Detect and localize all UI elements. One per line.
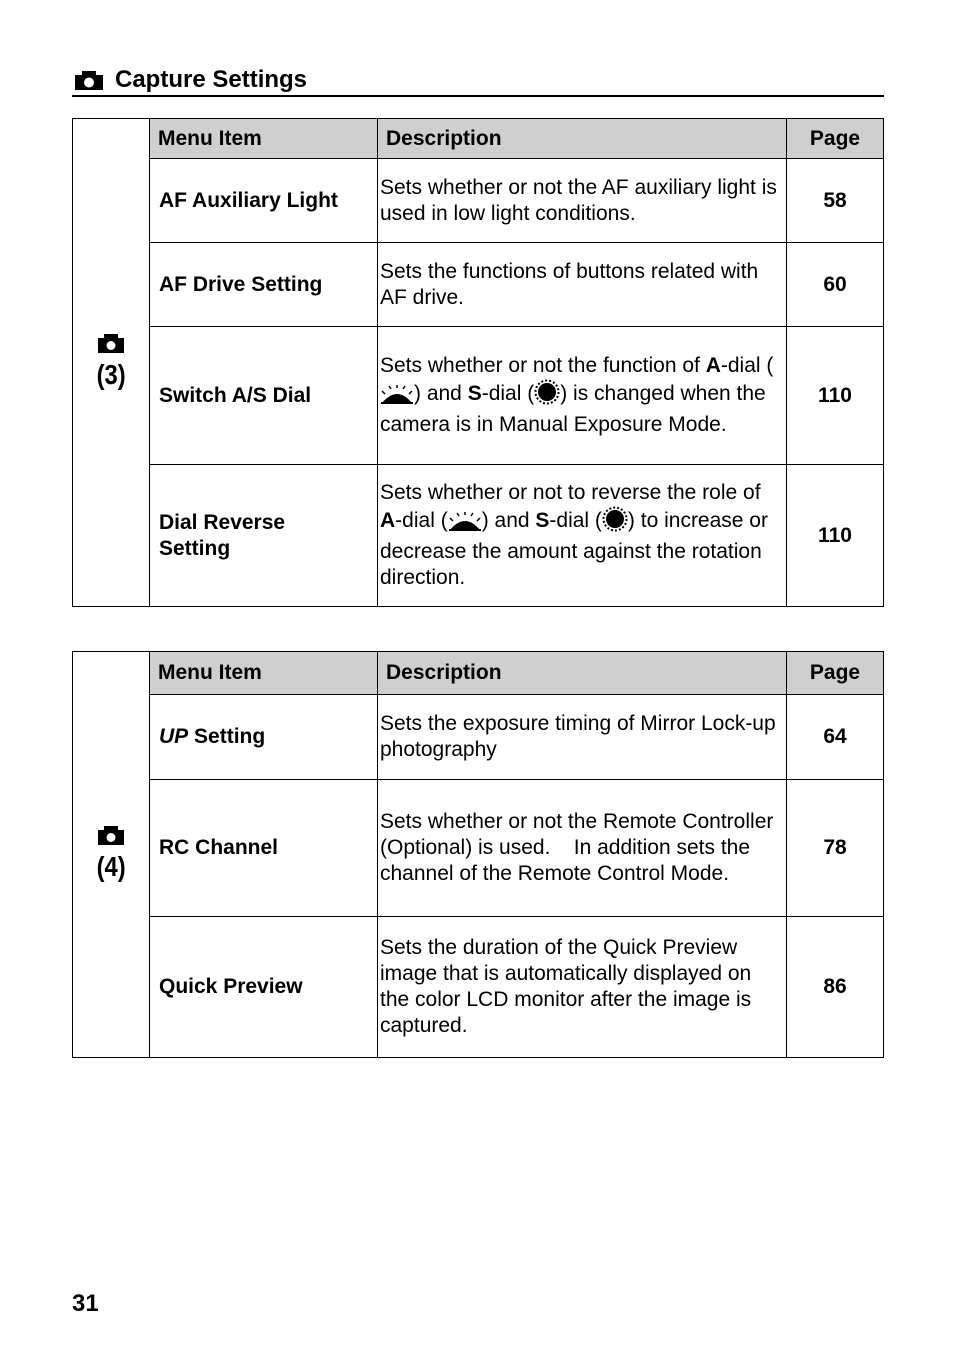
group-cell-3 [73, 119, 150, 607]
page-reference: 86 [787, 917, 884, 1058]
table-row [73, 695, 884, 780]
menu-item-description: Sets the functions of buttons related with AF drive. [378, 243, 787, 327]
page-reference: 110 [787, 465, 884, 607]
table-row [73, 780, 884, 917]
camera-icon [74, 71, 104, 96]
menu-item-description: Sets whether or not the AF auxiliary light is used in low light conditions. [378, 159, 787, 243]
group-label: (3) [96, 359, 126, 390]
menu-item-description: Sets the duration of the Quick Preview image that is automatically displayed on the color LCD monitor after the image is captured. [378, 917, 787, 1058]
page-reference: 58 [787, 159, 884, 243]
menu-item-name: RC Channel [150, 780, 378, 917]
menu-item-name: AF Auxiliary Light [150, 159, 378, 243]
page-reference: 64 [787, 695, 884, 780]
menu-item-description: Sets the exposure timing of Mirror Lock-up photography [378, 695, 787, 780]
page-reference: 78 [787, 780, 884, 917]
table-row [73, 917, 884, 1058]
menu-item-name: Switch A/S Dial [150, 327, 378, 465]
table-row [73, 327, 884, 465]
menu-item-description: Sets whether or not the function of A-dial () and S-dial ( ) is changed when the camera is in Manual Exposure Mode. [378, 327, 787, 465]
menu-item-name: Dial Reverse Setting [150, 465, 378, 607]
capture-settings-table-4 [72, 651, 884, 1058]
menu-item-name: UP Setting [150, 695, 378, 780]
a-dial-icon [448, 512, 482, 539]
menu-item-description: Sets whether or not the Remote Controller (Optional) is used. In addition sets the channel of the Remote Control Mode. [378, 780, 787, 917]
page-number: 31 [72, 1290, 99, 1317]
header-menu-item: Menu Item [150, 652, 378, 695]
section-header [72, 64, 884, 97]
table-row [73, 243, 884, 327]
page-reference: 110 [787, 327, 884, 465]
camera-icon [97, 334, 125, 354]
header-description: Description [378, 652, 787, 695]
menu-item-name: AF Drive Setting [150, 243, 378, 327]
group-cell-4 [73, 652, 150, 1058]
a-dial-icon [380, 385, 414, 412]
section-title: Capture Settings [115, 66, 308, 93]
page-reference: 60 [787, 243, 884, 327]
camera-icon [97, 826, 125, 846]
header-description: Description [378, 119, 787, 159]
header-page: Page [787, 119, 884, 159]
table-row [73, 159, 884, 243]
menu-item-description: Sets whether or not to reverse the role of A-dial ( ) and S-dial ( ) to increase or decrease the amount against the rotation direction. [378, 465, 787, 607]
capture-settings-table-3 [72, 118, 884, 607]
s-dial-icon [534, 379, 560, 412]
group-label: (4) [96, 851, 126, 882]
table-row [73, 465, 884, 607]
header-menu-item: Menu Item [150, 119, 378, 159]
header-page: Page [787, 652, 884, 695]
menu-item-name: Quick Preview [150, 917, 378, 1058]
s-dial-icon [602, 506, 628, 539]
